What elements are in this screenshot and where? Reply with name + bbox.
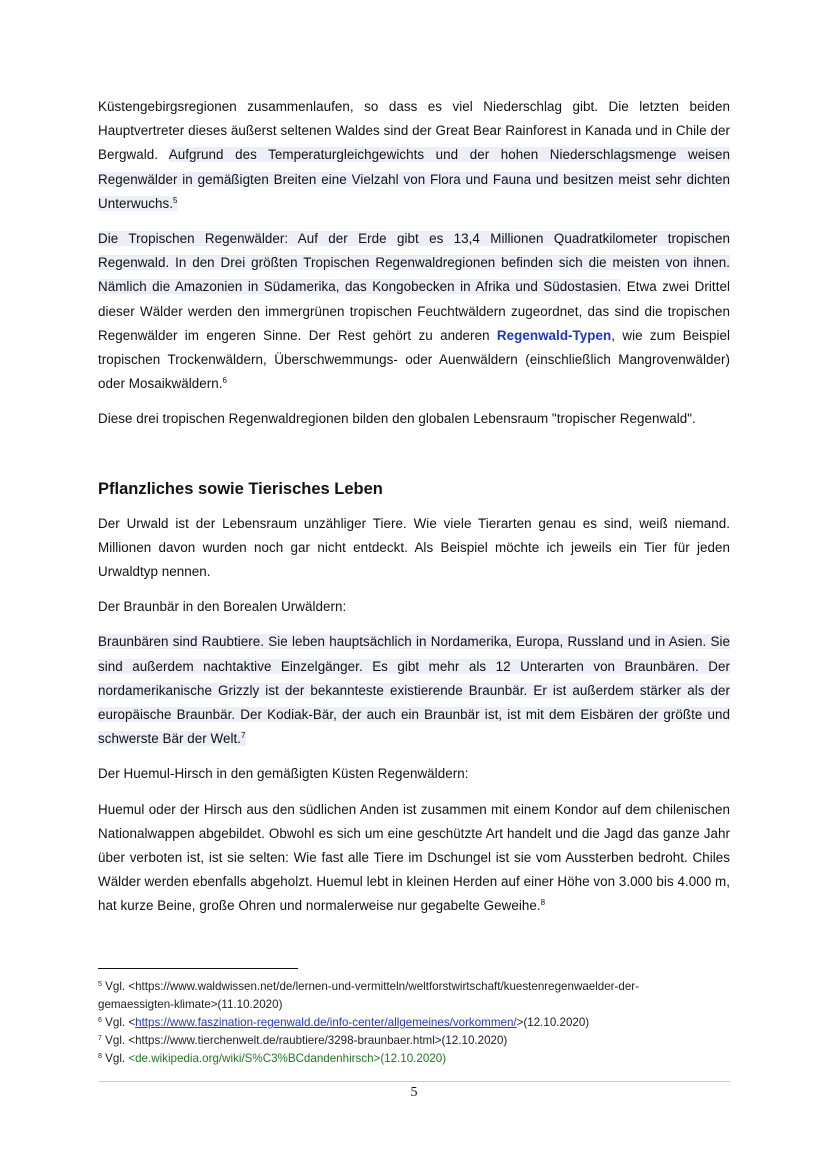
page-number: 5 [410,1085,418,1100]
page-bottom-rule [98,1081,730,1082]
paragraph-braunbaer-title: Der Braunbär in den Borealen Urwäldern: [98,599,347,615]
footnote-6 [98,1014,738,1032]
footnote-number: 7 [98,1035,102,1042]
paragraph-text: Küstengebirgsregionen zusammenlaufen, so dass es viel Niederschlag gibt. Die letzten beiden Hauptvertreter dieses äußerst seltenen Waldes sind der Great Bear Rainforest in Kanada und in Chile der Bergwald. [98,99,730,163]
footnote-7 [98,1032,738,1050]
footnote-text: >(12.10.2020) [516,1016,590,1029]
highlighted-text [98,147,730,210]
footnotes [98,968,738,1068]
footnote-ref-8[interactable]: 8 [540,898,546,908]
paragraph-braunbaer [98,630,730,751]
paragraph-text: , wie zum Beispiel tropischen Trockenwäldern, Überschwemmungs- oder Auenwäldern (einschließlich Mangrovenwälder) oder Mosaikwäldern. [98,327,730,392]
footnote-ref-5[interactable]: 5 [172,195,178,205]
footnote-separator [98,968,298,969]
paragraph-text: Etwa zwei Drittel dieser Wälder werden den immergrünen tropischen Feuchtwäldern zugeordnet, das sind die tropischen Regenwälder im engeren Sinne. Der Rest gehört zu anderen [98,279,730,343]
footnote-number: 6 [98,1017,102,1024]
footnote-green-text: <de.wikipedia.org/wiki/S%C3%BCdandenhirsch>(12.10.2020) [128,1052,447,1065]
page-body [98,95,730,930]
paragraph-urwald-intro: Der Urwald ist der Lebensraum unzähliger Tiere. Wie viele Tierarten genau es sind, weiß niemand. Millionen davon wurden noch gar nicht entdeckt. Als Beispiel möchte ich jeweils ein Tier für jeden Urwaldtyp nennen. [98,515,730,580]
footnote-text: Vgl. < [105,1016,136,1029]
footnote-5-continued [98,996,738,1014]
footnote-text: gemaessigten-klimate>(11.10.2020) [98,998,283,1011]
paragraph-temperate-rainforest [98,95,730,216]
highlighted-sentence: Braunbären sind Raubtiere. Sie leben hauptsächlich in Nordamerika, Europa, Russland und in Asien. Sie sind außerdem nachtaktive Einzelgänger. Es gibt mehr als 12 Unterarten von Braunbären. Der nordamerikanische Grizzly ist der bekannteste existierende Braunbär. Er ist außerdem stärker als der europäische Braunbär. Der Kodiak-Bär, der auch ein Braunbär ist, ist mit dem Eisbären der größte und schwerste Bär der Welt. [98,634,730,747]
footnote-8 [98,1050,738,1068]
highlighted-text: Die Tropischen Regenwälder: Auf der Erde gibt es 13,4 Millionen Quadratkilometer tropischen Regenwald. In den Drei größten Tropischen Regenwaldregionen befinden sich die meisten von ihnen. Nämlich die Amazonien in Südamerika, das Kongobecken in Afrika und Südostasien. [98,231,730,295]
footnote-text: Vgl. <https://www.waldwissen.net/de/lernen-und-vermitteln/weltforstwirtschaft/kuestenregenwaelder-der- [105,980,640,993]
highlighted-sentence: Aufgrund des Temperaturgleichgewichts und der hohen Niederschlagsmenge weisen Regenwälder in gemäßigten Breiten eine Vielzahl von Flora und Fauna und besitzen meist sehr dichten Unterwuchs. [98,147,730,211]
section-heading: Pflanzliches sowie Tierisches Leben [98,479,383,498]
paragraph-huemul-title: Der Huemul-Hirsch in den gemäßigten Küsten Regenwäldern: [98,766,469,782]
highlighted-text [98,634,730,746]
paragraph-tropical-rainforest [98,227,730,396]
paragraph-text: Huemul oder der Hirsch aus den südlichen Anden ist zusammen mit einem Kondor auf dem chilenischen Nationalwappen abgebildet. Obwohl es sich um eine geschützte Art handelt und die Jagd das ganze Jahr über verboten ist, ist sie selten: Wie fast alle Tiere im Dschungel ist sie vom Aussterben bedroht. Chiles Wälder werden ebenfalls abgeholzt. Huemul lebt in kleinen Herden auf einer Höhe von 3.000 bis 4.000 m, hat kurze Beine, große Ohren und normalerweise nur gegabelte Geweihe. [98,801,730,914]
footnote-5 [98,978,738,996]
footnote-text: Vgl. <https://www.tierchenwelt.de/raubtiere/3298-braunbaer.html>(12.10.2020) [105,1034,508,1047]
footnote-link[interactable]: https://www.faszination-regenwald.de/info-center/allgemeines/vorkommen/ [135,1016,517,1029]
footnote-text: Vgl. [105,1052,129,1065]
footnote-number: 5 [98,981,102,988]
footnote-ref-6[interactable]: 6 [222,376,227,386]
paragraph-global-habitat: Diese drei tropischen Regenwaldregionen bilden den globalen Lebensraum "tropischer Regenwald". [98,411,696,427]
footnote-number: 8 [98,1053,102,1060]
footnote-ref-7[interactable]: 7 [241,731,246,741]
paragraph-huemul [98,798,730,919]
regenwald-typen-link[interactable]: Regenwald-Typen [496,327,612,343]
